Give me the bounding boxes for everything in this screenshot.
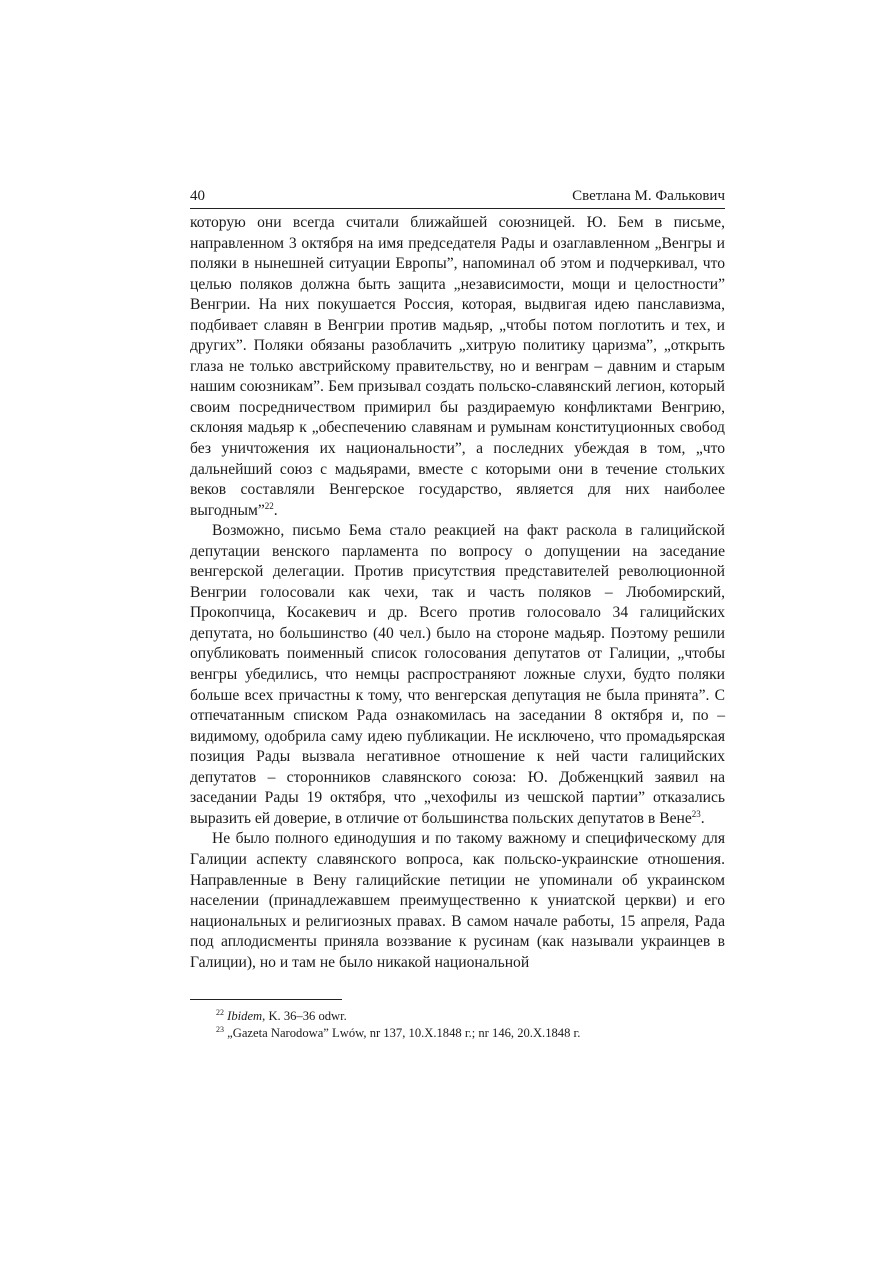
footnote-number: 23 [216, 1024, 224, 1034]
running-title: Светлана М. Фалькович [572, 188, 725, 204]
footnote-text: , K. 36–36 odwr. [262, 1009, 347, 1023]
paragraph-text: Не было полного единодушия и по такому важному и специфическому для Галиции аспекту славянского вопроса, как польско-украинские отношения. Направленные в Вену галицийские петиции не упоминали об украинском населении (принадлежавшем преимущественно к униатской церкви) и его национальных и религиозных правах. В самом начале работы, 15 апреля, Рада под аплодисменты приняла воззвание к русинам (как называли украинцев в Галиции), но и там не было никакой национальной [190, 830, 725, 971]
page [190, 186, 725, 973]
footnote-divider [190, 999, 342, 1000]
footnote-ref-23[interactable]: 23 [691, 808, 701, 819]
running-header [190, 186, 725, 209]
paragraph-3 [190, 829, 725, 973]
paragraph-text: Возможно, письмо Бема стало реакцией на факт раскола в галицийской депутации венского парламента по вопросу о допущении на заседание венгерской делегации. Против присутствия представителей революционной Венгрии голосовали как чехи, так и часть поляков – Любомирский, Прокопчица, Косакевич и др. Всего против голосовало 34 галицийских депутата, но большинство (40 чел.) было на стороне мадьяр. Поэтому решили опубликовать поименный список голосования депутатов от Галиции, „чтобы венгры убедились, что немцы распространяют ложные слухи, будто поляки больше всех причастны к тому, что венгерская депутация не была принята”. С отпечатанным списком Рада ознакомилась на заседании 8 октября и, по – видимому, одобрила саму идею публикации. Не исключено, что промадьярская позиция Рады вызвала негативное отношение к ней части галицийских депутатов – сторонников славянского союза: Ю. Добженцкий заявил на заседании Рады 19 октября, что „чехофилы из чешской партии” отказались выразить ей доверие, в отличие от большинства польских депутатов в Вене [190, 522, 725, 827]
body-text [190, 213, 725, 973]
footnote-italic-source: Ibidem [227, 1009, 263, 1023]
footnote-number: 22 [216, 1007, 224, 1017]
page-number: 40 [190, 188, 205, 204]
footnote-ref-22[interactable]: 22 [264, 500, 274, 511]
footnote-text: „Gazeta Narodowa” Lwów, nr 137, 10.X.1848 г.; nr 146, 20.X.1848 г. [227, 1026, 581, 1040]
footnote-23 [216, 1025, 726, 1042]
footnote-22 [216, 1008, 726, 1025]
footnotes [216, 1008, 726, 1042]
paragraph-2 [190, 521, 725, 829]
paragraph-text: которую они всегда считали ближайшей союзницей. Ю. Бем в письме, направленном 3 октября на имя председателя Рады и озаглавленном „Венгры и поляки в нынешней ситуации Европы”, напоминал об этом и подчеркивал, что целью поляков должна быть защита „независимости, мощи и целостности” Венгрии. На них покушается Россия, которая, выдвигая идею панславизма, подбивает славян в Венгрии против мадьяр, „чтобы потом поглотить и тех, и других”. Поляки обязаны разоблачить „хитрую политику царизма”, „открыть глаза не только австрийскому правительству, но и венграм – давним и старым нашим союзникам”. Бем призывал создать польско-славянский легион, который своим посредничеством примирил бы раздираемую конфликтами Венгрию, склоняя мадьяр к „обеспечению славянам и румынам конституционных свобод без уничтожения их национальности”, а последних убеждая в том, „что дальнейший союз с мадьярами, вместе с которыми они в течение стольких веков составляли Венгерское государство, является для них наиболее выгодным” [190, 214, 725, 519]
paragraph-tail: . [273, 501, 278, 519]
paragraph-1 [190, 213, 725, 521]
paragraph-tail: . [700, 809, 705, 827]
